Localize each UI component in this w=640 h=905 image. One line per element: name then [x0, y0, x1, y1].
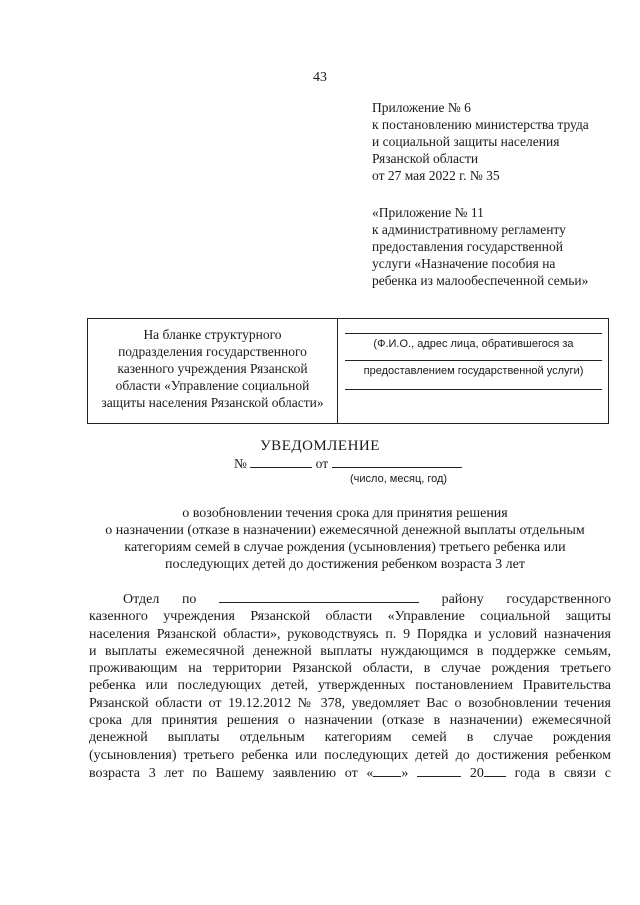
recipient-fill-line	[345, 360, 602, 361]
letterhead-line: казенного учреждения Рязанской	[117, 361, 308, 376]
letterhead-line: защиты населения Рязанской области»	[101, 395, 324, 410]
appendix-11-line: услуги «Назначение пособия на	[372, 256, 556, 271]
day-fill-line	[373, 764, 401, 777]
appendix-6-line: к постановлению министерства труда	[372, 117, 589, 132]
subject-line: категориям семей в случае рождения (усыновления) третьего ребенка или	[124, 540, 566, 555]
body-word: 20	[469, 765, 484, 781]
letterhead-line: подразделения государственного	[118, 344, 307, 359]
body-line: ребенка или последующих детей, утвержденных постановлением Правительства	[89, 678, 611, 694]
body-word: по	[181, 592, 197, 607]
body-line	[89, 590, 611, 608]
number-fill-line	[250, 455, 312, 468]
notice-subject	[80, 505, 610, 573]
notice-number-line	[234, 455, 462, 472]
recipient-hint: (Ф.И.О., адрес лица, обратившегося за	[373, 338, 574, 350]
body-line: срока для принятия решения о назначении (отказе в назначении) ежемесячной	[89, 713, 611, 729]
subject-line: о назначении (отказе в назначении) ежемесячной денежной выплаты отдельным	[105, 523, 585, 538]
appendix-6-line: Рязанской области	[372, 151, 479, 166]
appendix-6-line: от 27 мая 2022 г. № 35	[372, 168, 500, 183]
body-line: Рязанской области от 19.12.2012 № 378, уведомляет Вас о возобновлении течения	[89, 695, 611, 711]
date-hint: (число, месяц, год)	[350, 473, 448, 485]
body-word: года в связи с	[514, 765, 611, 781]
year-fill-line	[484, 764, 506, 777]
body-line: казенного учреждения Рязанской области «Управление социальной защиты	[89, 609, 611, 625]
body-line: населения Рязанской области», руководствуясь п. 9 Порядка и условий назначения	[89, 626, 611, 642]
body-word: Отдел	[123, 592, 160, 607]
appendix-11-line: «Приложение № 11	[372, 205, 484, 220]
subject-line: о возобновлении течения срока для принятия решения	[182, 506, 508, 521]
appendix-11-line: ребенка из малообеспеченной семьи»	[372, 273, 589, 288]
month-fill-line	[417, 764, 461, 777]
header-table	[87, 318, 609, 424]
appendix-6-block	[372, 99, 589, 184]
recipient-fill-line	[345, 389, 602, 390]
page-number: 43	[313, 70, 327, 85]
appendix-11-block	[372, 204, 588, 289]
appendix-11-line: предоставления государственной	[372, 239, 563, 254]
body-line: (усыновления) третьего ребенка или последующих детей до достижения ребенком	[89, 747, 611, 763]
recipient-cell	[339, 319, 608, 423]
letterhead-cell	[88, 319, 338, 423]
number-label: №	[234, 456, 247, 471]
letterhead-line: области «Управление социальной	[115, 378, 310, 393]
body-word: государственного	[506, 592, 612, 607]
recipient-hint: предоставлением государственной услуги)	[363, 365, 584, 377]
recipient-fill-line	[345, 333, 602, 334]
body-word: району	[441, 592, 484, 607]
appendix-6-line: Приложение № 6	[372, 100, 471, 115]
appendix-11-line: к административному регламенту	[372, 222, 566, 237]
body-line: денежной выплаты отдельным категориям семей в случае рождения	[89, 730, 611, 746]
body-text	[89, 590, 611, 782]
body-line: проживающим на территории Рязанской области, в случае рождения третьего	[89, 661, 611, 677]
body-word: возраста 3 лет по Вашему заявлению от «	[89, 765, 374, 781]
letterhead-line: На бланке структурного	[143, 327, 282, 342]
date-fill-line	[332, 455, 462, 468]
body-line	[89, 764, 611, 782]
from-label: от	[315, 456, 329, 471]
district-fill-line	[219, 590, 419, 603]
body-line: и выплаты ежемесячной денежной выплаты нуждающимся в поддержке семьям,	[89, 643, 611, 659]
body-word: »	[401, 765, 409, 781]
appendix-6-line: и социальной защиты населения	[372, 134, 560, 149]
notice-title: УВЕДОМЛЕНИЕ	[260, 438, 380, 454]
subject-line: последующих детей до достижения ребенком возраста 3 лет	[165, 557, 525, 572]
